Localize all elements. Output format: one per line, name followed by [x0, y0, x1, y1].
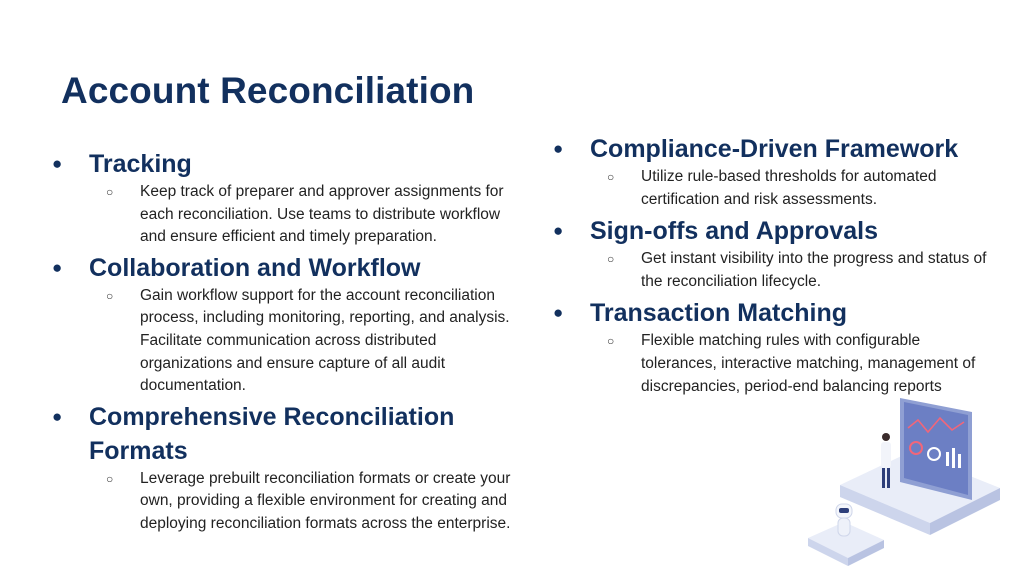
sub-bullet-text: Get instant visibility into the progress and status of the reconciliation lifecycle.	[641, 250, 987, 290]
sub-bullet-text: Flexible matching rules with configurable tolerances, interactive matching, management of discrepancies, period-end balancing reports	[641, 332, 976, 395]
sub-bullet-icon: ○	[106, 288, 114, 303]
left-column	[52, 147, 512, 538]
bullet-icon: ●	[52, 154, 63, 173]
sub-bullet-icon: ○	[106, 185, 114, 199]
bullet-heading: Comprehensive Reconciliation Formats	[89, 402, 455, 465]
sub-bullet-signoffs	[553, 248, 993, 293]
bullet-collaboration	[52, 251, 512, 285]
sub-bullet-icon: ○	[106, 471, 114, 486]
bullet-heading: Compliance-Driven Framework	[590, 135, 959, 163]
sub-bullet-icon: ○	[607, 334, 615, 349]
bullet-signoffs	[553, 214, 993, 248]
sub-bullet-text: Utilize rule-based thresholds for automated certification and risk assessments.	[641, 168, 937, 208]
sub-bullet-text: Leverage prebuilt reconciliation formats or create your own, providing a flexible environment for creating and deploying reconciliation formats across the enterprise.	[140, 469, 511, 532]
sub-bullet-icon: ○	[607, 170, 615, 184]
bullet-icon: ●	[553, 139, 564, 158]
bullet-matching	[553, 296, 993, 330]
sub-bullet-text: Gain workflow support for the account reconciliation process, including monitoring, reporting, and analysis. Facilitate communication across distributed organizations and ensure capture of all audit documentation.	[140, 286, 510, 395]
sub-bullet-compliance	[553, 166, 993, 211]
analytics-illustration	[800, 390, 1024, 576]
robot-icon	[836, 504, 852, 536]
bullet-icon: ●	[52, 406, 63, 426]
bullet-tracking	[52, 147, 512, 181]
slide-title: Account Reconciliation	[61, 70, 475, 111]
sub-bullet-collaboration	[52, 285, 512, 398]
bullet-compliance	[553, 132, 993, 166]
bullet-heading: Sign-offs and Approvals	[590, 217, 878, 246]
sub-bullet-icon: ○	[607, 252, 615, 267]
sub-bullet-formats	[52, 468, 512, 536]
bullet-icon: ●	[553, 303, 564, 323]
sub-bullet-matching	[553, 330, 993, 398]
bullet-icon: ●	[553, 221, 564, 241]
bullet-formats	[52, 400, 512, 468]
bullet-heading: Tracking	[89, 150, 192, 178]
bullet-heading: Collaboration and Workflow	[89, 253, 421, 282]
bullet-icon: ●	[52, 257, 63, 277]
sub-bullet-tracking	[52, 181, 512, 249]
bullet-heading: Transaction Matching	[590, 299, 847, 328]
sub-bullet-text: Keep track of preparer and approver assignments for each reconciliation. Use teams to distribute workflow and ensure efficient and timely preparation.	[140, 183, 504, 246]
right-column	[553, 132, 993, 401]
